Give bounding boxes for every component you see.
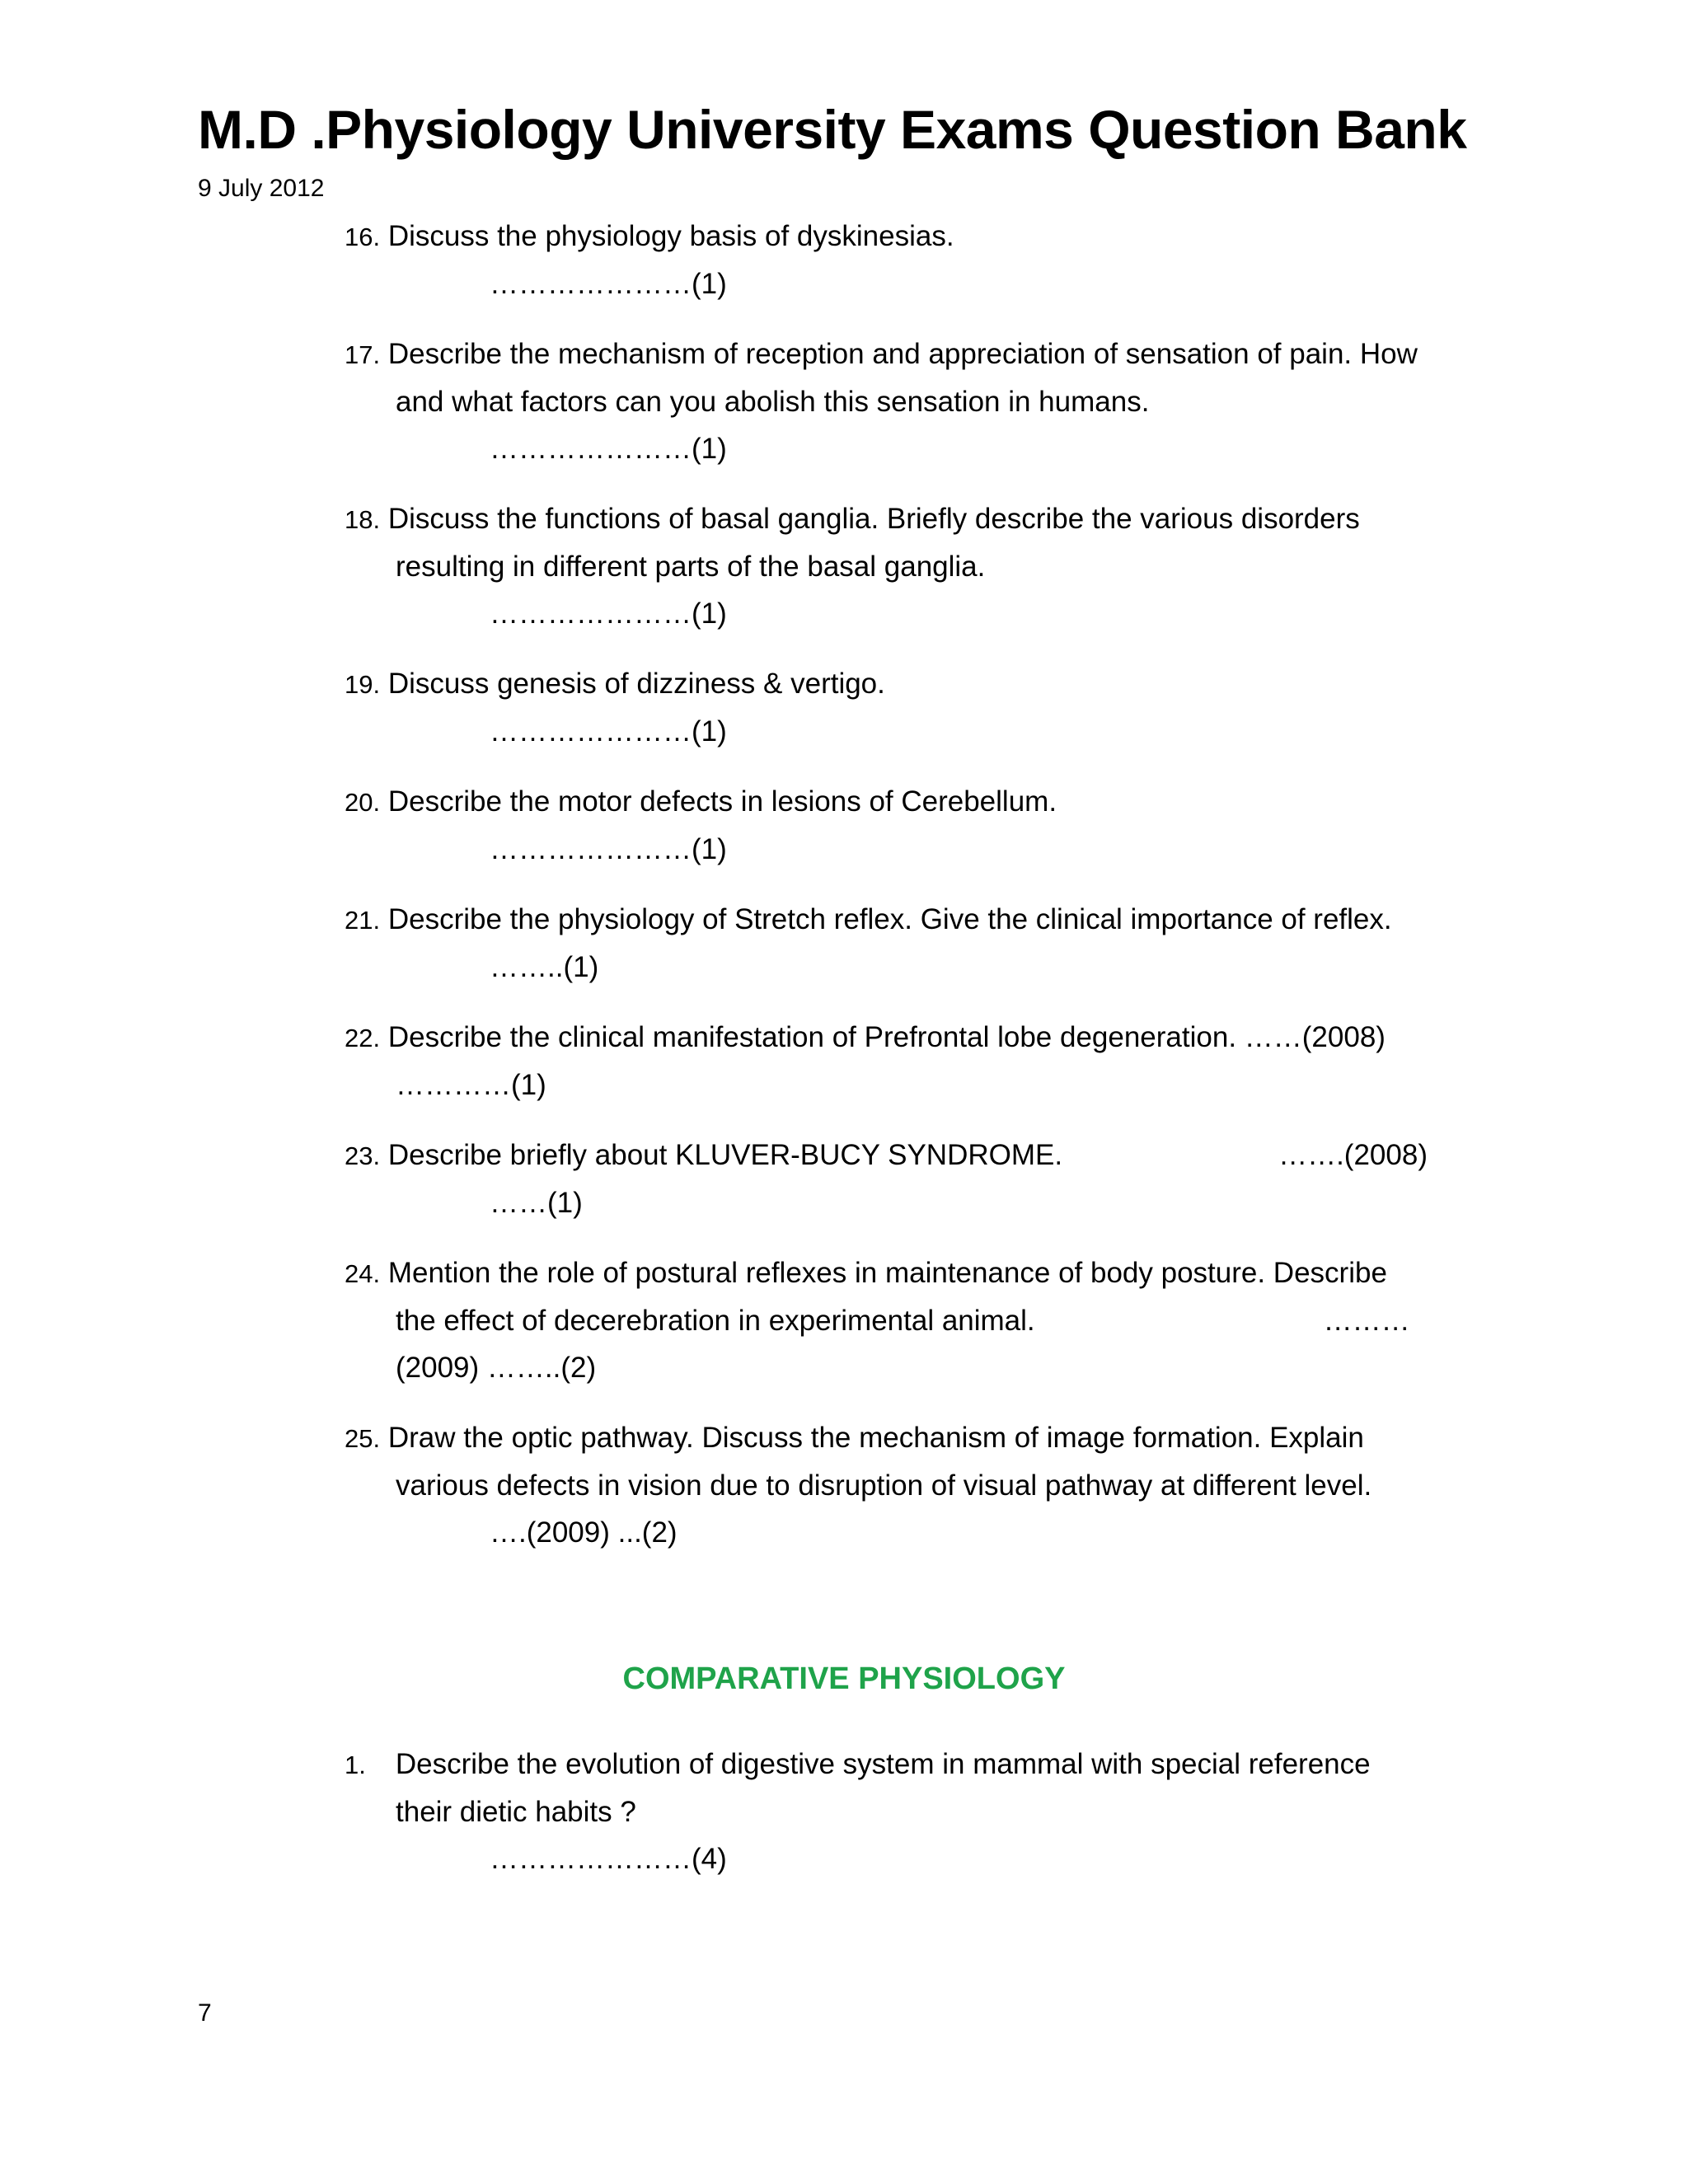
question-text: Discuss the functions of basal ganglia. Briefly describe the various disorders: [387, 503, 1360, 535]
question-text: Discuss genesis of dizziness & vertigo.: [387, 668, 885, 700]
question-marks: (2009) ……..(2): [396, 1352, 597, 1384]
question-marks: …………………(4): [490, 1843, 727, 1875]
question-number: 17.: [345, 340, 381, 369]
question-20: [345, 778, 1498, 873]
page-number: 7: [198, 1999, 212, 2027]
question-text-continued: resulting in different parts of the basal ganglia.: [396, 551, 986, 583]
question-year: ………: [1323, 1305, 1410, 1337]
question-21: [345, 896, 1498, 991]
question-number: 22.: [345, 1024, 381, 1052]
question-number: 16.: [345, 223, 381, 251]
question-number: 19.: [345, 670, 381, 699]
question-25: [345, 1414, 1498, 1556]
question-text: Describe the physiology of Stretch reflex. Give the clinical importance of reflex.: [387, 903, 1392, 935]
question-text: Discuss the physiology basis of dyskinesias.: [387, 220, 954, 252]
question-16: [345, 213, 1498, 307]
question-marks: ……..(1): [490, 951, 599, 983]
question-text-continued: their dietic habits ?: [396, 1796, 636, 1828]
question-text-continued: various defects in vision due to disruption of visual pathway at different level.: [396, 1469, 1372, 1502]
question-marks: …………………(1): [490, 433, 727, 465]
question-19: [345, 660, 1498, 755]
question-18: [345, 495, 1498, 637]
question-text: Describe the mechanism of reception and appreciation of sensation of pain. How: [387, 338, 1418, 370]
question-list: [345, 213, 1498, 1579]
question-number: 23.: [345, 1141, 381, 1170]
question-text: Describe the evolution of digestive system in mammal with special reference: [395, 1748, 1371, 1780]
question-text: Describe the motor defects in lesions of Cerebellum.: [387, 785, 1057, 818]
question-24: [345, 1249, 1498, 1391]
question-number: 18.: [345, 505, 381, 534]
question-number: 20.: [345, 788, 381, 817]
page-title: M.D .Physiology University Exams Question Bank: [198, 99, 1467, 160]
question-text-continued: the effect of decerebration in experimental animal.: [396, 1305, 1035, 1337]
question-22: [345, 1014, 1498, 1108]
question-text: Mention the role of postural reflexes in maintenance of body posture. Describe: [387, 1257, 1387, 1289]
question-marks: …………………(1): [490, 598, 727, 630]
section-question-list: [345, 1741, 1498, 1905]
question-marks: …………………(1): [490, 268, 727, 300]
section-heading: COMPARATIVE PHYSIOLOGY: [622, 1661, 1066, 1696]
question-text: Describe briefly about KLUVER-BUCY SYNDROME.: [387, 1139, 1063, 1171]
question-number: 25.: [345, 1424, 381, 1453]
question-marks: ……(1): [490, 1187, 583, 1219]
question-marks: ….(2009) ...(2): [490, 1516, 678, 1549]
question-number: 21.: [345, 906, 381, 935]
document-date: 9 July 2012: [198, 175, 325, 202]
question-text: Draw the optic pathway. Discuss the mechanism of image formation. Explain: [387, 1422, 1364, 1454]
question-marks: …………(1): [396, 1069, 546, 1101]
question-17: [345, 330, 1498, 472]
question-text-continued: and what factors can you abolish this sensation in humans.: [396, 386, 1150, 418]
question-number: 24.: [345, 1259, 381, 1288]
question-number: 1.: [345, 1750, 366, 1779]
question-23: [345, 1132, 1498, 1226]
question-year: …….(2008): [1278, 1139, 1428, 1171]
section-question-1: [345, 1741, 1498, 1882]
question-marks: …………………(1): [490, 833, 727, 865]
question-text: Describe the clinical manifestation of Prefrontal lobe degeneration. ……(2008): [387, 1021, 1386, 1053]
question-marks: …………………(1): [490, 715, 727, 748]
